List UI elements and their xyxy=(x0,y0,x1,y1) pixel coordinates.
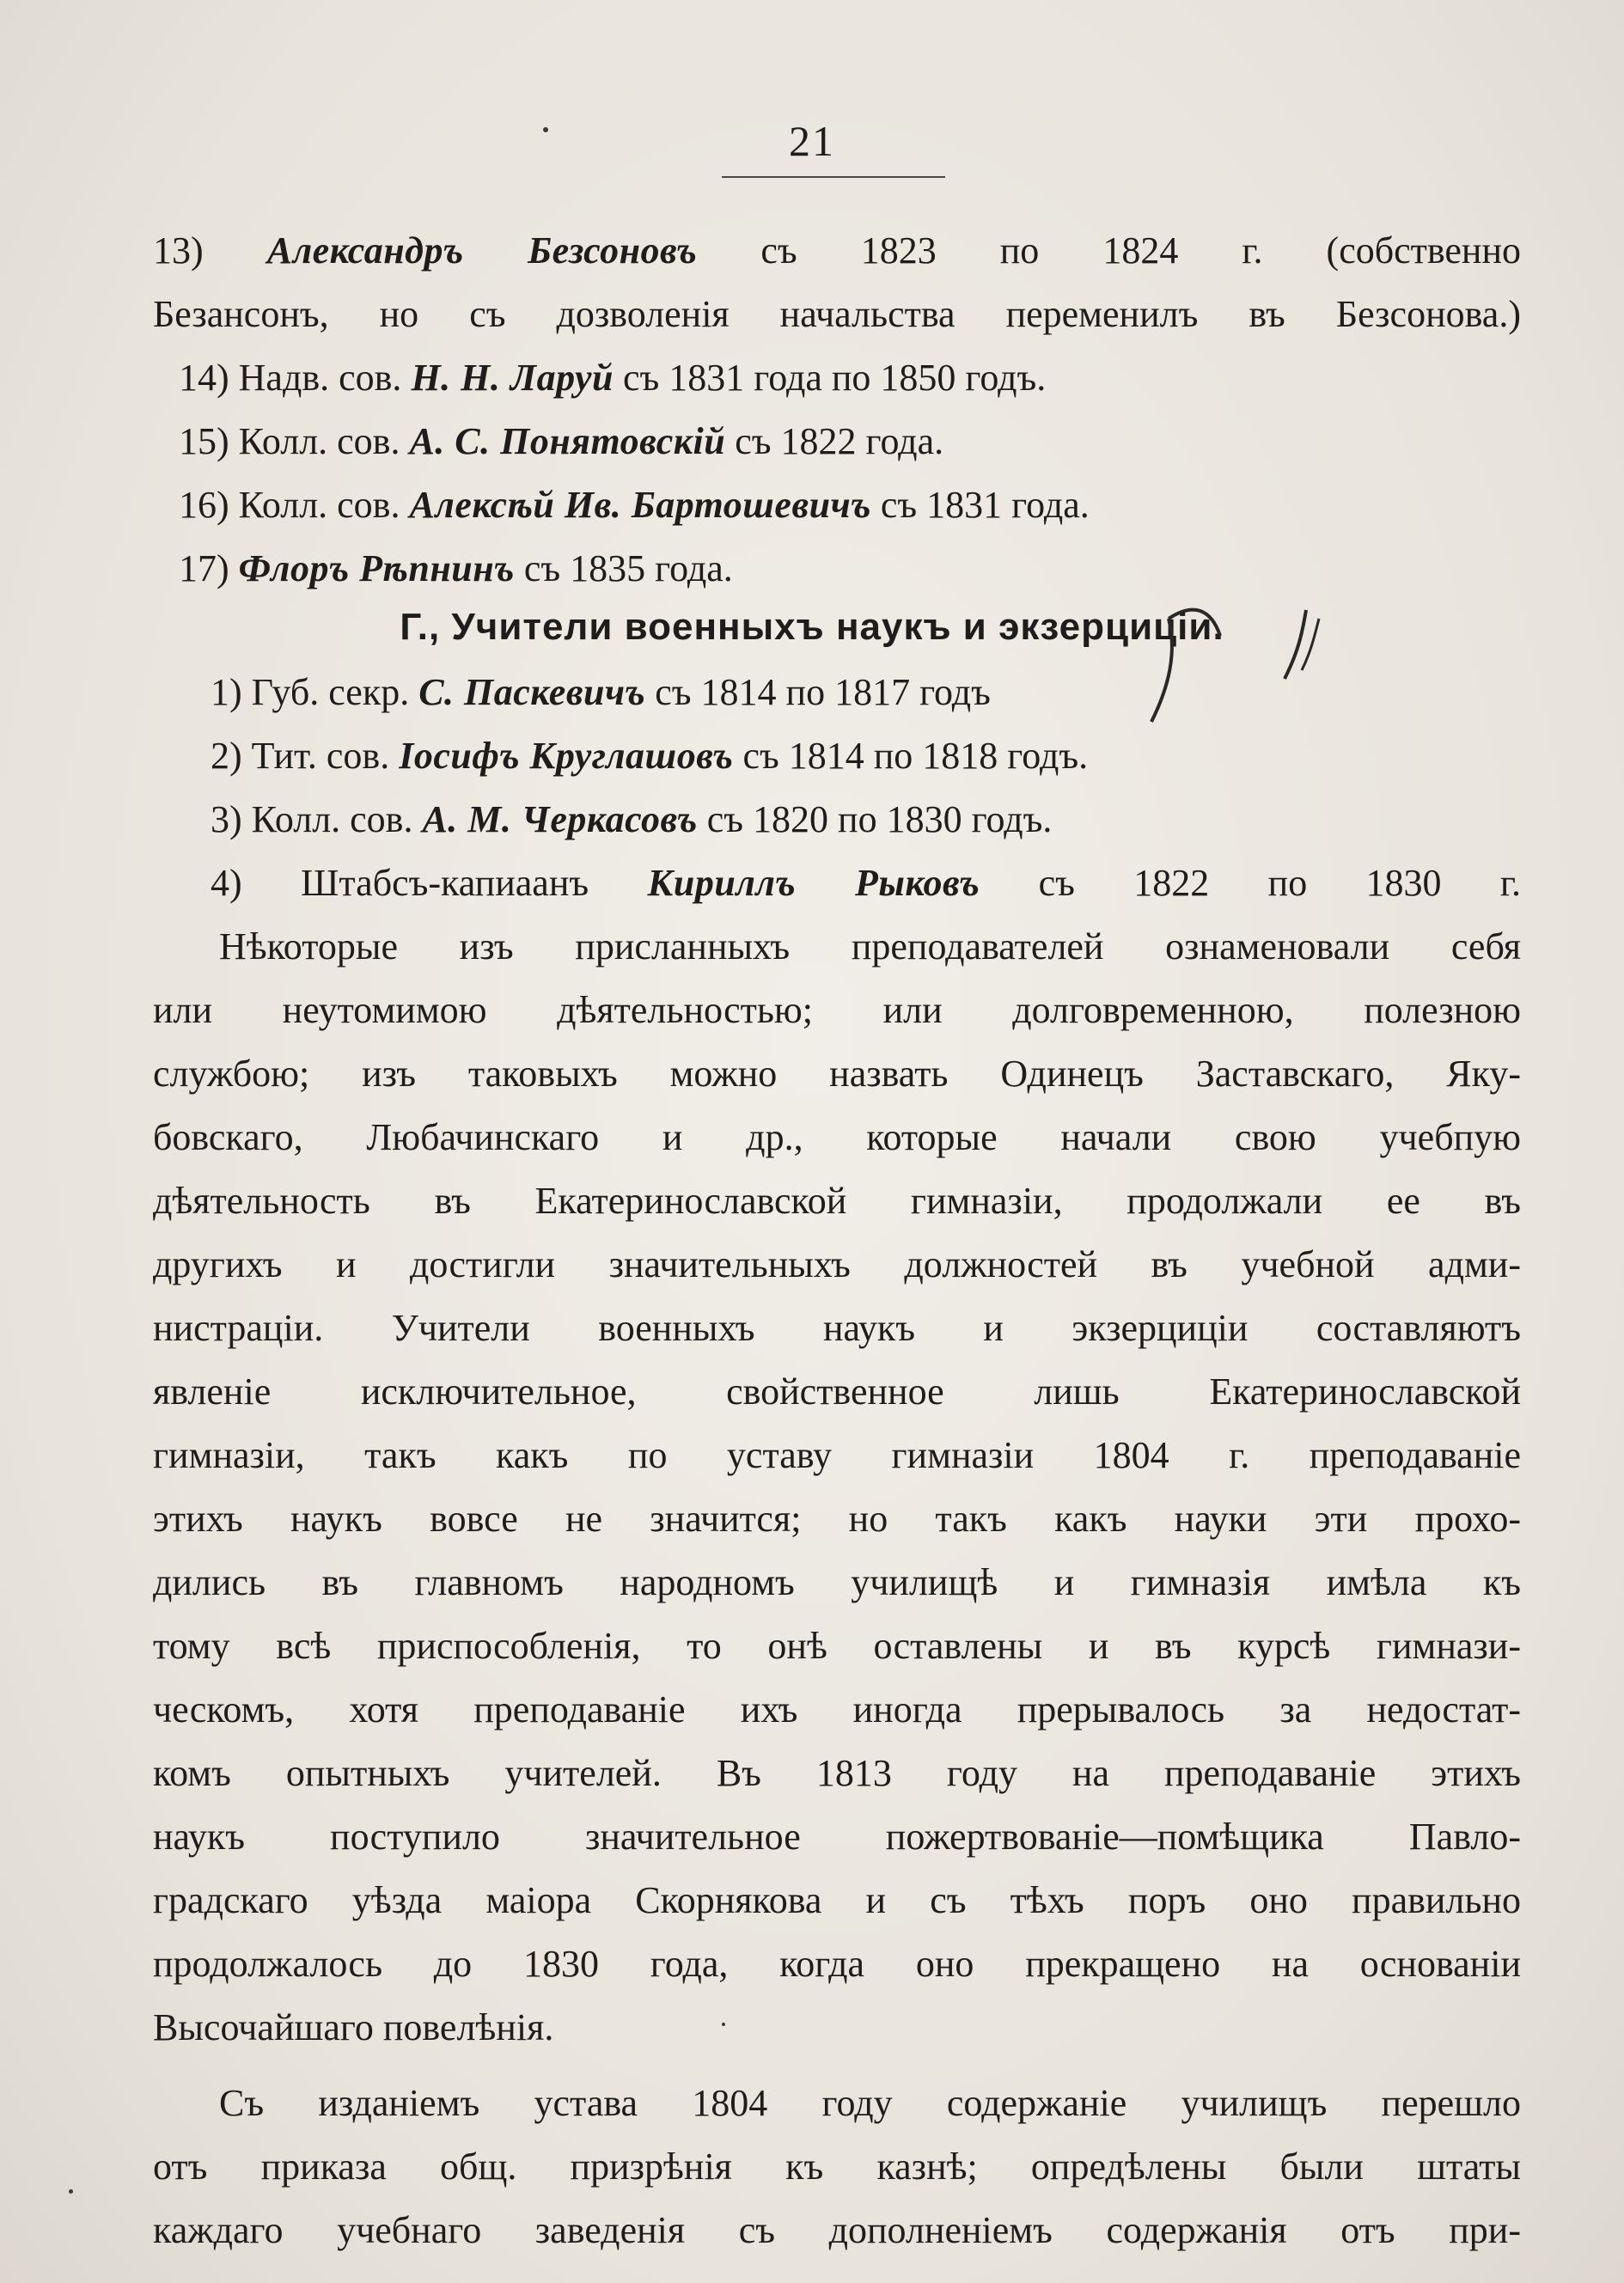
print-speck xyxy=(69,2189,73,2194)
print-speck xyxy=(543,127,548,132)
paragraph-line: дились въ главномъ народномъ училищѣ и гимназія имѣла къ xyxy=(153,1561,1521,1603)
list-item xyxy=(211,667,991,718)
item-dates: съ 1822 по 1830 г. xyxy=(1038,862,1521,904)
item-dates: съ 1831 года. xyxy=(880,484,1090,526)
list-item xyxy=(153,225,1521,277)
item-dates: съ 1814 по 1817 годъ xyxy=(655,671,991,713)
paragraph-line: градскаго уѣзда маіора Скорнякова и съ тѣхъ поръ оно правильно xyxy=(153,1879,1521,1921)
person-name: Н. Н. Ларуй xyxy=(411,357,614,399)
item-number: 1) xyxy=(211,671,242,713)
person-name: Алексѣй Ив. Бартошевичъ xyxy=(409,484,871,526)
section-heading: Г., Учители военныхъ наукъ и экзерциціи. xyxy=(400,606,1224,648)
item-number: 4) xyxy=(211,862,242,904)
item-dates: съ 1823 по 1824 г. (собственно xyxy=(760,229,1522,272)
item-rank: Тит. сов. xyxy=(251,735,390,777)
list-item xyxy=(179,479,1090,531)
paragraph-line: этихъ наукъ вовсе не значится; но такъ какъ науки эти прохо- xyxy=(153,1498,1521,1540)
person-name: Александръ Безсоновъ xyxy=(266,229,698,272)
item-number: 3) xyxy=(211,798,242,840)
item-text: Безансонъ, но съ дозволенія начальства переменилъ въ Безсонова.) xyxy=(153,293,1521,335)
item-number: 15) xyxy=(179,420,229,462)
paragraph-line: тому всѣ приспособленія, то онѣ оставлены и въ курсѣ гимнази- xyxy=(153,1625,1521,1667)
item-dates: съ 1822 года. xyxy=(735,420,944,462)
list-item xyxy=(211,858,1521,909)
paragraph-line: нистраціи. Учители военныхъ наукъ и экзерциціи составляютъ xyxy=(153,1307,1521,1349)
list-item xyxy=(179,416,943,467)
print-speck xyxy=(722,2023,725,2026)
person-name: Флоръ Рѣпнинъ xyxy=(238,547,515,589)
paragraph-line: Нѣкоторые изъ присланныхъ преподавателей ознаменовали себя xyxy=(219,925,1521,968)
paragraph-line: другихъ и достигли значительныхъ должностей въ учебной адми- xyxy=(153,1243,1521,1285)
paragraph-line: каждаго учебнаго заведенія съ дополненіемъ содержанія отъ при- xyxy=(153,2209,1521,2251)
item-rank: Колл. сов. xyxy=(238,420,400,462)
item-number: 16) xyxy=(179,484,229,526)
item-dates: съ 1814 по 1818 годъ. xyxy=(742,735,1089,777)
list-item xyxy=(179,543,733,595)
paragraph-line: Высочайшаго повелѣнія. xyxy=(153,2006,554,2048)
paragraph-line: службою; изъ таковыхъ можно назвать Одинецъ Заставскаго, Яку- xyxy=(153,1053,1521,1095)
paragraph-line: ческомъ, хотя преподаваніе ихъ иногда прерывалось за недостат- xyxy=(153,1688,1521,1731)
item-number: 2) xyxy=(211,735,242,777)
list-item xyxy=(179,352,1046,404)
paragraph-line: гимназіи, такъ какъ по уставу гимназіи 1804 г. преподаваніе xyxy=(153,1434,1521,1476)
paragraph-line: комъ опытныхъ учителей. Въ 1813 году на преподаваніе этихъ xyxy=(153,1752,1521,1794)
list-item xyxy=(211,794,1052,845)
item-number: 14) xyxy=(179,357,229,399)
item-rank: Штабсъ-капиаанъ xyxy=(301,862,589,904)
item-rank: Колл. сов. xyxy=(238,484,400,526)
page-number-rule xyxy=(722,176,945,178)
item-dates: съ 1820 по 1830 годъ. xyxy=(706,798,1053,840)
paragraph-line: продолжалось до 1830 года, когда оно прекращено на основаніи xyxy=(153,1943,1521,1985)
paragraph-line: наукъ поступило значительное пожертвованіе—помѣщика Павло- xyxy=(153,1816,1521,1858)
paragraph-line: или неутомимою дѣятельностью; или долговременною, полезною xyxy=(153,989,1521,1031)
paragraph-line: отъ приказа общ. призрѣнія къ казнѣ; опредѣлены были штаты xyxy=(153,2146,1521,2188)
list-item-continuation xyxy=(153,289,1521,340)
paragraph-line: дѣятельность въ Екатеринославской гимназіи, продолжали ее въ xyxy=(153,1180,1521,1222)
person-name: Кириллъ Рыковъ xyxy=(647,862,980,904)
person-name: А. С. Понятовскій xyxy=(409,420,726,462)
paragraph-line: бовскаго, Любачинскаго и др., которые начали свою учебпую xyxy=(153,1116,1521,1158)
item-number: 17) xyxy=(179,547,229,589)
item-dates: съ 1831 года по 1850 годъ. xyxy=(623,357,1047,399)
paragraph-line: Съ изданіемъ устава 1804 году содержаніе училищъ перешло xyxy=(219,2082,1521,2124)
list-item xyxy=(211,730,1088,782)
item-rank: Губ. секр. xyxy=(251,671,410,713)
item-dates: съ 1835 года. xyxy=(523,547,733,589)
paragraph-line: явленіе исключительное, свойственное лишь Екатеринославской xyxy=(153,1370,1521,1413)
page-number: 21 xyxy=(789,117,835,165)
item-number: 13) xyxy=(153,229,204,272)
item-rank: Колл. сов. xyxy=(251,798,413,840)
item-rank: Надв. сов. xyxy=(238,357,402,399)
person-name: А. М. Черкасовъ xyxy=(422,798,698,840)
person-name: С. Паскевичъ xyxy=(418,671,646,713)
person-name: Іосифъ Круглашовъ xyxy=(399,735,734,777)
